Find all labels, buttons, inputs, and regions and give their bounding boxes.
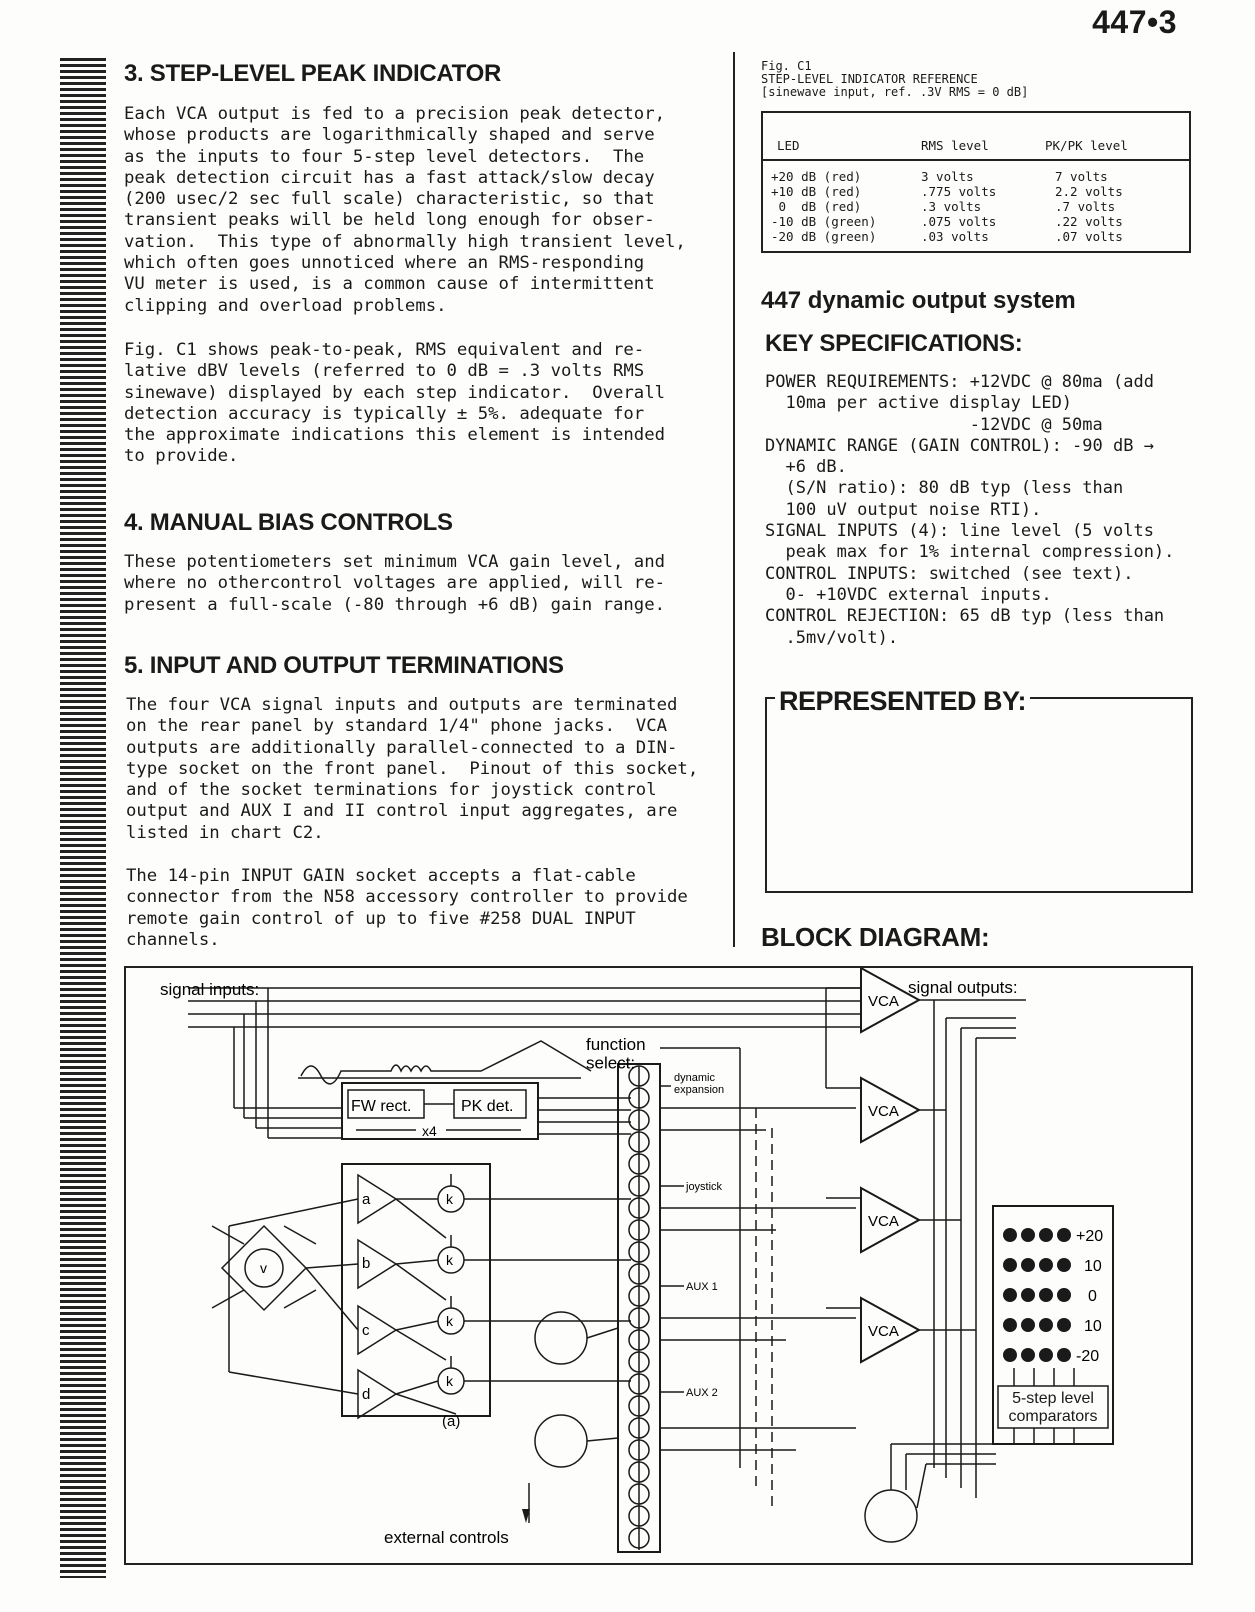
- table-cell: .03 volts: [921, 229, 989, 244]
- table-cell: -20 dB (green): [771, 229, 877, 244]
- label-k-4: k: [446, 1373, 453, 1389]
- column-divider: [733, 52, 735, 947]
- fig-c1-caption: Fig. C1 STEP-LEVEL INDICATOR REFERENCE [sinewave input, ref. .3V RMS = 0 dB]: [761, 59, 1029, 99]
- label-k-1: k: [446, 1191, 453, 1207]
- label-joystick: joystick: [686, 1181, 723, 1193]
- table-header-rms: RMS level: [921, 138, 989, 153]
- table-cell: 7 volts: [1055, 169, 1108, 184]
- table-cell: 2.2 volts: [1055, 184, 1123, 199]
- label-vca-4: VCA: [868, 1323, 899, 1340]
- table-cell: 3 volts: [921, 169, 974, 184]
- section3-para2: Fig. C1 shows peak-to-peak, RMS equivalent and re- lative dBV levels (referred to 0 dB = .3 volts RMS sinewave) displayed by each step indicator. Overall detection accuracy is typically ± 5%. adequate for the approximate indications this element is intended to provide.: [124, 340, 666, 467]
- product-title: 447 dynamic output system: [761, 287, 1076, 314]
- specs-text: POWER REQUIREMENTS: +12VDC @ 80ma (add 10ma per active display LED) -12VDC @ 50ma DYNAMIC RANGE (GAIN CONTROL): -90 dB → +6 dB. (S/N ratio): 80 dB typ (less than 100 uV output noise RTI). SIGNAL INPUTS (4): line level (5 volts peak max for 1% internal compression). CONTROL INPUTS: switched (see text). 0- +10VDC external inputs. CONTROL REJECTION: 65 dB typ (less than .5mv/volt).: [765, 372, 1175, 648]
- table-cell: .22 volts: [1055, 214, 1123, 229]
- led-scale-10b: 10: [1084, 1318, 1102, 1335]
- label-v: v: [260, 1260, 267, 1276]
- label-amp-c: c: [362, 1322, 370, 1339]
- table-cell: -10 dB (green): [771, 214, 877, 229]
- label-k-2: k: [446, 1252, 453, 1268]
- table-cell: .775 volts: [921, 184, 997, 199]
- section3-para1: Each VCA output is fed to a precision peak detector, whose products are logarithmically shaped and serve as the inputs to four 5-step level detectors. The peak detection circuit has a fast attack/slow decay (200 usec/2 sec full scale) characteristic, so that transient peaks will be held long enough for obser- vation. This type of abnormally high transient level, which often goes unnoticed where an RMS-responding VU meter is used, is a common cause of intermittent clipping and overload problems.: [124, 104, 686, 316]
- table-cell: 0 dB (red): [771, 199, 862, 214]
- label-dynamic-expansion: dynamic expansion: [674, 1072, 725, 1097]
- table-cell: +20 dB (red): [771, 169, 862, 184]
- label-aux1: AUX 1: [686, 1281, 718, 1293]
- section5-para1: The four VCA signal inputs and outputs are terminated on the rear panel by standard 1/4" phone jacks. VCA outputs are additionally parallel-connected to a DIN- type socket on the front panel. Pinout of this socket, and of the socket terminations for joystick control output and AUX I and II control input aggregates, are listed in chart C2.: [126, 695, 699, 843]
- label-vca-1: VCA: [868, 993, 899, 1010]
- led-scale-plus20: +20: [1076, 1228, 1104, 1245]
- table-cell: .7 volts: [1055, 199, 1116, 214]
- label-comparators: 5-step level comparators: [1008, 1390, 1098, 1425]
- label-amp-a: a: [362, 1191, 371, 1208]
- label-aux2: AUX 2: [686, 1387, 718, 1399]
- label-signal-outputs: signal outputs:: [908, 978, 1018, 997]
- led-scale-0: 0: [1088, 1288, 1097, 1305]
- page-number: 447•3: [1092, 4, 1177, 40]
- table-cell: +10 dB (red): [771, 184, 862, 199]
- label-k-3: k: [446, 1313, 453, 1329]
- label-external-controls: external controls: [384, 1528, 509, 1547]
- table-header-led: LED: [777, 138, 800, 153]
- binding-strip: [60, 58, 106, 1578]
- represented-by-label: REPRESENTED BY:: [775, 686, 1030, 717]
- table-cell: .3 volts: [921, 199, 982, 214]
- label-amp-b: b: [362, 1255, 371, 1272]
- fig-c1-table: [761, 111, 1191, 253]
- table-header-rule: [763, 159, 1189, 161]
- label-signal-inputs: signal inputs:: [160, 980, 260, 999]
- label-amp-d: d: [362, 1386, 371, 1403]
- block-diagram-svg: [126, 968, 1190, 1562]
- section5-heading: 5. INPUT AND OUTPUT TERMINATIONS: [124, 652, 564, 679]
- section4-para1: These potentiometers set minimum VCA gain level, and where no othercontrol voltages are applied, will re- present a full-scale (-80 through +6 dB) gain range.: [124, 552, 666, 615]
- represented-by-box: [765, 697, 1193, 893]
- key-specs-heading: KEY SPECIFICATIONS:: [765, 330, 1023, 357]
- table-cell: .075 volts: [921, 214, 997, 229]
- section3-heading: 3. STEP-LEVEL PEAK INDICATOR: [124, 60, 501, 87]
- block-diagram: [124, 966, 1193, 1565]
- block-diagram-heading: BLOCK DIAGRAM:: [761, 922, 990, 952]
- section5-para2: The 14-pin INPUT GAIN socket accepts a flat-cable connector from the N58 accessory controller to provide remote gain control of up to five #258 DUAL INPUT channels.: [126, 866, 688, 950]
- label-a-paren: (a): [442, 1413, 461, 1430]
- table-cell: .07 volts: [1055, 229, 1123, 244]
- label-pk-det: PK det.: [461, 1098, 514, 1115]
- led-scale-minus20: -20: [1076, 1348, 1100, 1365]
- label-vca-2: VCA: [868, 1103, 899, 1120]
- label-function: function select:: [586, 1035, 646, 1073]
- label-fw-rect: FW rect.: [351, 1098, 412, 1115]
- led-scale-10a: 10: [1084, 1258, 1102, 1275]
- label-vca-3: VCA: [868, 1213, 899, 1230]
- section4-heading: 4. MANUAL BIAS CONTROLS: [124, 509, 453, 536]
- table-header-pkpk: PK/PK level: [1045, 138, 1128, 153]
- label-x4: x4: [422, 1123, 437, 1139]
